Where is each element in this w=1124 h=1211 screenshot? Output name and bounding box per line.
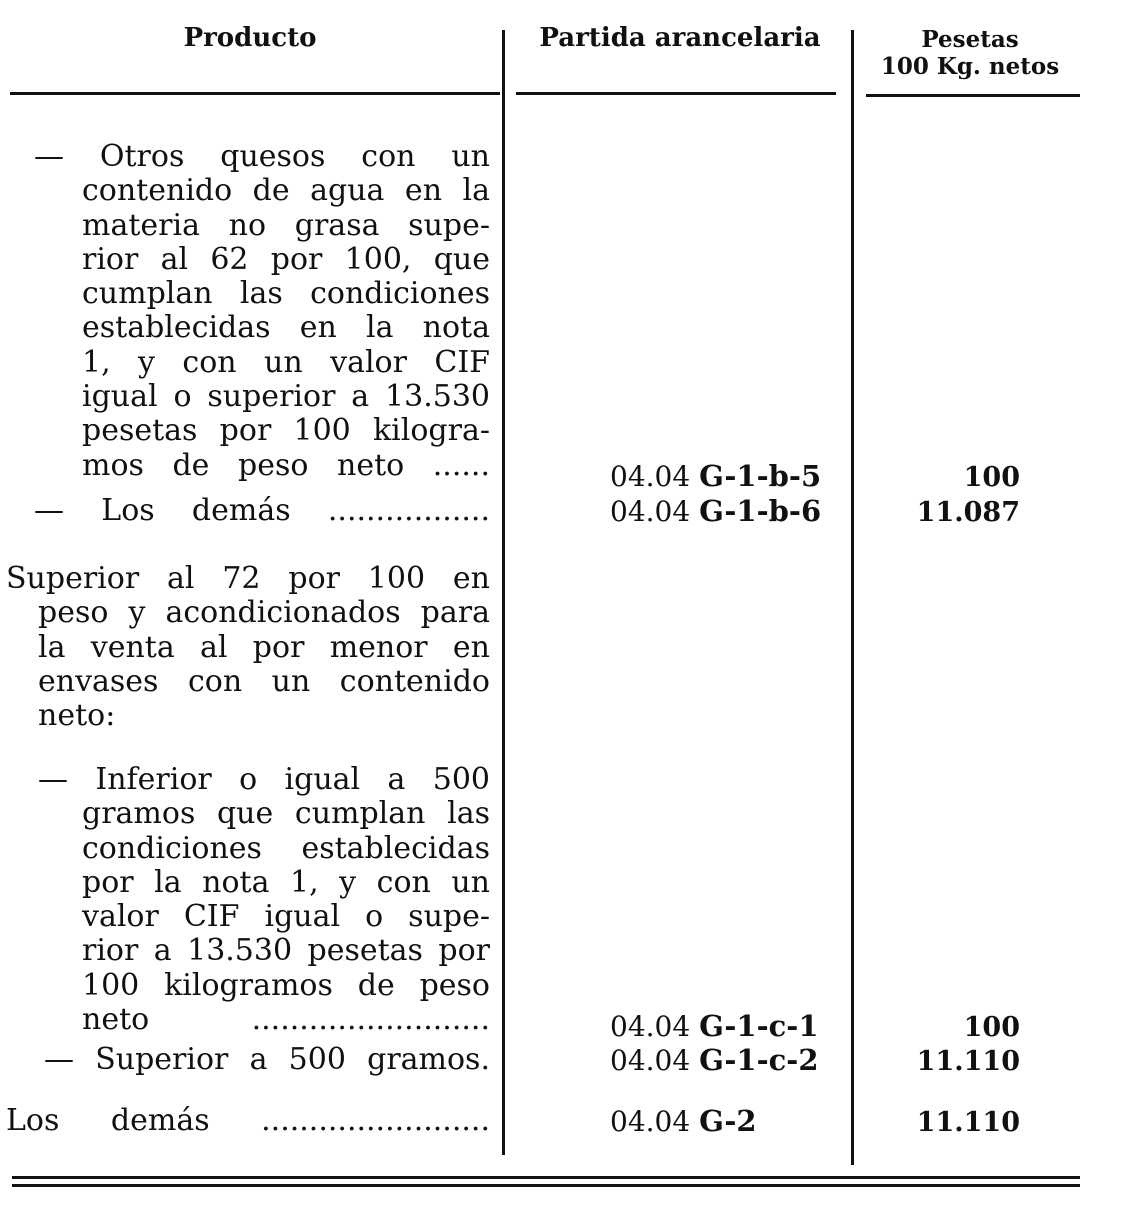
row-3-line: 100 kilogramos de peso — [82, 967, 490, 1003]
row-2-code-suffix: G-1-b-6 — [699, 494, 822, 528]
row-2-line: — Los demás ................. — [34, 493, 490, 528]
row-5-value: 11.110 — [916, 1107, 1020, 1138]
heading-line: neto: — [38, 698, 116, 734]
header-producto: Producto — [183, 23, 317, 53]
row-3-line: valor CIF igual o supe- — [82, 899, 490, 935]
row-4-product — [44, 1043, 490, 1077]
section-heading — [6, 562, 490, 733]
row-1-line: contenido de agua en la — [82, 173, 490, 209]
row-5-line: Los demás ........................ — [6, 1103, 490, 1138]
header-rule-producto — [10, 92, 500, 95]
header-rule-partida — [516, 92, 836, 95]
row-4-code — [610, 1043, 819, 1078]
row-5-code-suffix: G-2 — [699, 1104, 757, 1138]
row-1-line: 1, y con un valor CIF — [82, 344, 490, 380]
row-4-code-suffix: G-1-c-2 — [699, 1043, 819, 1077]
row-1-line: — Otros quesos con un — [34, 139, 490, 174]
row-5-code-prefix: 04.04 — [610, 1105, 691, 1138]
heading-line: Superior al 72 por 100 en — [6, 561, 490, 596]
header-pesetas-line1: Pesetas — [921, 26, 1019, 53]
row-1-product — [34, 140, 490, 483]
row-3-line: neto ......................... — [82, 1002, 490, 1038]
heading-line: peso y acondicionados para — [38, 595, 490, 631]
header-rule-pesetas — [866, 94, 1080, 97]
header-pesetas — [860, 26, 1080, 80]
row-1-code — [610, 459, 821, 494]
row-3-line: condiciones establecidas — [82, 830, 490, 866]
row-3-code — [610, 1009, 819, 1044]
row-3-product — [38, 763, 490, 1037]
row-3-line: por la nota 1, y con un — [82, 864, 490, 900]
bottom-rule-top — [12, 1176, 1080, 1179]
row-1-line: rior al 62 por 100, que — [82, 241, 490, 277]
bottom-rule-bottom — [12, 1184, 1080, 1187]
row-4-code-prefix: 04.04 — [610, 1044, 691, 1077]
row-3-code-prefix: 04.04 — [610, 1010, 691, 1043]
heading-line: la venta al por menor en — [38, 629, 490, 665]
column-separator-2 — [851, 30, 854, 1165]
row-2-code — [610, 494, 821, 529]
row-5-code — [610, 1104, 757, 1139]
row-3-line: rior a 13.530 pesetas por — [82, 933, 490, 969]
row-1-line: mos de peso neto ...... — [82, 447, 490, 483]
row-1-line: igual o superior a 13.530 — [82, 379, 490, 415]
row-1-line: pesetas por 100 kilogra- — [82, 413, 490, 449]
row-2-value: 11.087 — [916, 497, 1020, 528]
row-5-product — [6, 1104, 490, 1138]
row-2-code-prefix: 04.04 — [610, 495, 691, 528]
row-1-line: cumplan las condiciones — [82, 276, 490, 312]
row-3-value: 100 — [963, 1012, 1020, 1043]
row-4-value: 11.110 — [916, 1046, 1020, 1077]
heading-line: envases con un contenido — [38, 663, 490, 699]
row-3-line: — Inferior o igual a 500 — [38, 762, 490, 797]
header-partida: Partida arancelaria — [539, 23, 821, 53]
row-3-line: gramos que cumplan las — [82, 796, 490, 832]
row-1-code-suffix: G-1-b-5 — [699, 459, 822, 493]
row-3-code-suffix: G-1-c-1 — [699, 1009, 819, 1043]
header-pesetas-line2: 100 Kg. netos — [880, 53, 1060, 80]
row-1-value: 100 — [963, 462, 1020, 493]
row-1-code-prefix: 04.04 — [610, 460, 691, 493]
row-2-product — [34, 494, 490, 528]
row-1-line: establecidas en la nota — [82, 310, 490, 346]
row-1-line: materia no grasa supe- — [82, 207, 490, 243]
column-separator-1 — [502, 30, 505, 1155]
row-4-line: — Superior a 500 gramos. — [44, 1042, 490, 1077]
